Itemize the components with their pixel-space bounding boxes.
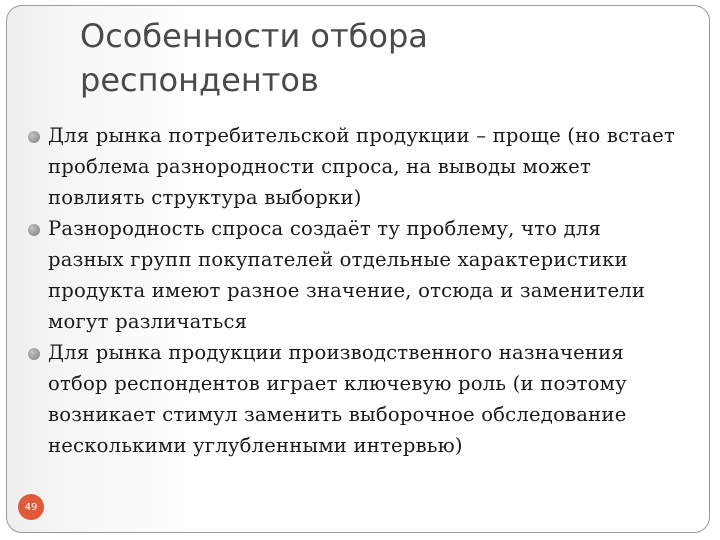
bullet-text: Для рынка потребительской продукции – проще (но встает проблема разнородности спроса, на выводы может повлиять структура выборки) [48, 124, 675, 209]
bullet-item [28, 337, 678, 461]
bullet-item [28, 120, 678, 213]
bullet-dot-icon [28, 131, 40, 143]
bullet-dot-icon [28, 348, 40, 360]
bullet-text: Разнородность спроса создаёт ту проблему, что для разных групп покупателей отдельные характеристики продукта имеют разное значение, отсюда и заменители могут различаться [48, 217, 646, 333]
bullet-list [28, 120, 678, 461]
bullet-text: Для рынка продукции производственного назначения отбор респондентов играет ключевую роль (и поэтому возникает стимул заменить выборочное обследование несколькими углубленными интервью) [48, 341, 627, 457]
bullet-item [28, 213, 678, 337]
page-number-badge [18, 494, 44, 520]
page-number: 49 [24, 501, 38, 513]
bullet-dot-icon [28, 224, 40, 236]
slide-title: Особенности отбора респондентов [80, 17, 428, 99]
